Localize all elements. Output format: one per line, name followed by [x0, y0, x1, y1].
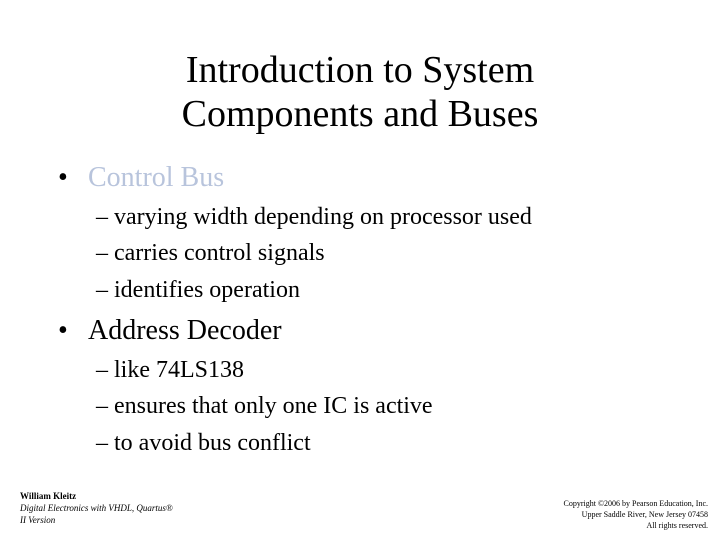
bullet-dot: •	[58, 162, 68, 193]
sub-bullet: – to avoid bus conflict	[96, 430, 311, 456]
slide-title-line-2: Components and Buses	[181, 93, 539, 135]
footer-copyright-line: Copyright ©2006 by Pearson Education, Inc.	[563, 499, 708, 508]
bullet-address-decoder	[58, 315, 282, 347]
footer-book-info	[20, 490, 173, 526]
bullet-control-bus-label: Control Bus	[88, 162, 225, 193]
sub-bullet: – like 74LS138	[96, 357, 244, 383]
bullet-dot: •	[58, 315, 68, 346]
footer-book-title: Digital Electronics with VHDL, Quartus®	[20, 503, 173, 513]
sub-bullet: – varying width depending on processor used	[96, 204, 532, 230]
footer-rights: All rights reserved.	[646, 521, 708, 530]
bullet-address-decoder-label: Address Decoder	[88, 315, 282, 346]
footer-version: II Version	[20, 515, 56, 525]
footer-copyright	[564, 498, 709, 531]
slide-title	[0, 48, 720, 136]
sub-bullet: – carries control signals	[96, 240, 325, 266]
sub-bullet: – ensures that only one IC is active	[96, 393, 433, 419]
bullet-control-bus	[58, 162, 224, 194]
footer-address: Upper Saddle River, New Jersey 07458	[581, 510, 708, 519]
footer-author: William Kleitz	[20, 491, 77, 501]
slide-title-line-1: Introduction to System	[185, 49, 535, 91]
sub-bullet: – identifies operation	[96, 277, 300, 303]
